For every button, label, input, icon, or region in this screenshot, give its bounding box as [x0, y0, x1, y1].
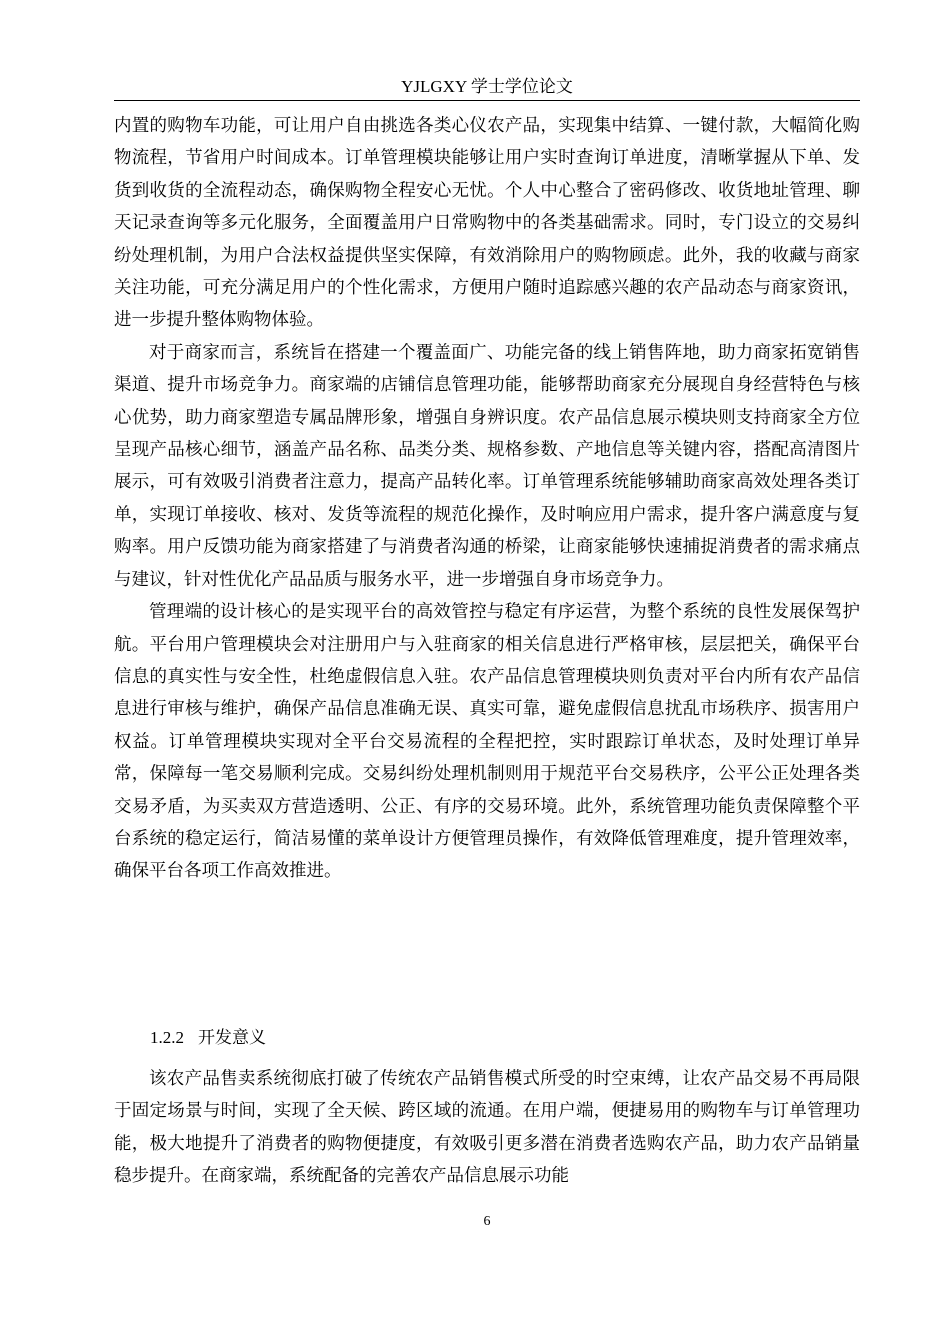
section-heading: [150, 1022, 266, 1054]
paragraph-merchant-side: 对于商家而言，系统旨在搭建一个覆盖面广、功能完备的线上销售阵地，助力商家拓宽销售渠道、提升市场竞争力。商家端的店铺信息管理功能，能够帮助商家充分展现自身经营特色与核心优势，助力商家塑造专属品牌形象，增强自身辨识度。农产品信息展示模块则支持商家全方位呈现产品核心细节，涵盖产品名称、品类分类、规格参数、产地信息等关键内容，搭配高清图片展示，可有效吸引消费者注意力，提高产品转化率。订单管理系统能够辅助商家高效处理各类订单，实现订单接收、核对、发货等流程的规范化操作，及时响应用户需求，提升客户满意度与复购率。用户反馈功能为商家搭建了与消费者沟通的桥梁，让商家能够快速捕捉消费者的需求痛点与建议，针对性优化产品品质与服务水平，进一步增强自身市场竞争力。: [114, 342, 860, 590]
header-rule: [114, 100, 860, 101]
page-number: 6: [483, 1214, 491, 1229]
body-text: [114, 110, 860, 888]
paragraph-admin-side: 管理端的设计核心的是实现平台的高效管控与稳定有序运营，为整个系统的良性发展保驾护航。平台用户管理模块会对注册用户与入驻商家的相关信息进行严格审核，层层把关，确保平台信息的真实性与安全性，杜绝虚假信息入驻。农产品信息管理模块则负责对平台内所有农产品信息进行审核与维护，确保产品信息准确无误、真实可靠，避免虚假信息扰乱市场秩序、损害用户权益。订单管理模块实现对全平台交易流程的全程把控，实时跟踪订单状态，及时处理订单异常，保障每一笔交易顺利完成。交易纠纷处理机制则用于规范平台交易秩序，公平公正处理各类交易矛盾，为买卖双方营造透明、公正、有序的交易环境。此外，系统管理功能负责保障整个平台系统的稳定运行，简洁易懂的菜单设计方便管理员操作，有效降低管理难度，提升管理效率，确保平台各项工作高效推进。: [114, 602, 860, 882]
section-body: [114, 1063, 860, 1193]
section-title: 开发意义: [198, 1028, 266, 1048]
section-number: 1.2.2: [150, 1028, 184, 1047]
paragraph-significance: 该农产品售卖系统彻底打破了传统农产品销售模式所受的时空束缚，让农产品交易不再局限于固定场景与时间，实现了全天候、跨区域的流通。在用户端，便捷易用的购物车与订单管理功能，极大地提升了消费者的购物便捷度，有效吸引更多潜在消费者选购农产品，助力农产品销量稳步提升。在商家端，系统配备的完善农产品信息展示功能: [114, 1069, 860, 1187]
paragraph-user-side: 内置的购物车功能，可让用户自由挑选各类心仪农产品，实现集中结算、一键付款，大幅简化购物流程，节省用户时间成本。订单管理模块能够让用户实时查询订单进度，清晰掌握从下单、发货到收货的全流程动态，确保购物全程安心无忧。个人中心整合了密码修改、收货地址管理、聊天记录查询等多元化服务，全面覆盖用户日常购物中的各类基础需求。同时，专门设立的交易纠纷处理机制，为用户合法权益提供坚实保障，有效消除用户的购物顾虑。此外，我的收藏与商家关注功能，可充分满足用户的个性化需求，方便用户随时追踪感兴趣的农产品动态与商家资讯，进一步提升整体购物体验。: [114, 116, 860, 331]
running-header: YJLGXY 学士学位论文: [401, 77, 573, 96]
